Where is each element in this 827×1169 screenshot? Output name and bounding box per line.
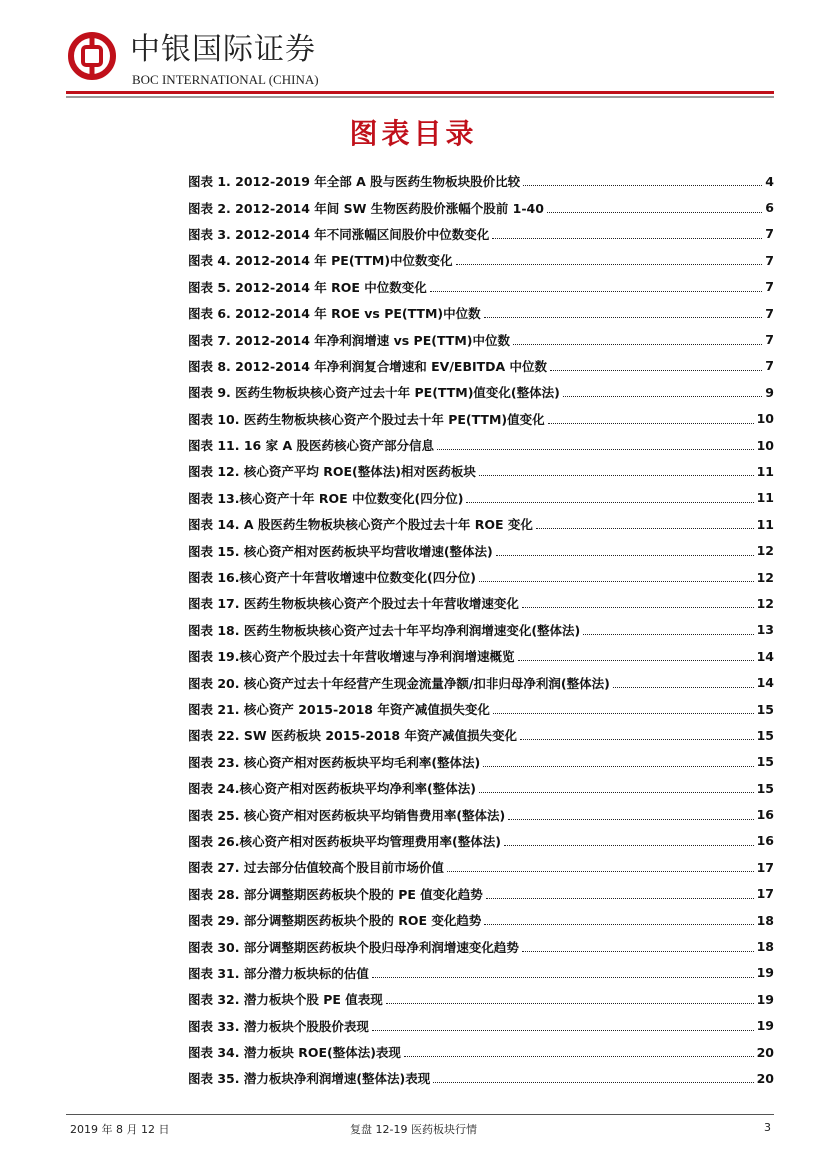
toc-dot-leader	[496, 554, 754, 556]
toc-entry[interactable]	[188, 247, 774, 273]
toc-entry-label: 图表 12. 核心资产平均 ROE(整体法)相对医药板块	[188, 464, 476, 480]
toc-entry-label: 图表 31. 部分潜力板块标的估值	[188, 965, 369, 981]
toc-entry[interactable]	[188, 537, 774, 563]
toc-entry-page: 7	[765, 226, 774, 242]
toc-entry-label: 图表 4. 2012-2014 年 PE(TTM)中位数变化	[188, 253, 453, 269]
toc-entry[interactable]	[188, 643, 774, 669]
toc-entry-page: 15	[756, 727, 774, 743]
toc-entry[interactable]	[188, 617, 774, 643]
toc-entry-label: 图表 24.核心资产相对医药板块平均净利率(整体法)	[188, 781, 476, 797]
toc-dot-leader	[548, 422, 754, 424]
toc-entry-page: 7	[765, 305, 774, 321]
toc-entry-label: 图表 29. 部分调整期医药板块个股的 ROE 变化趋势	[188, 913, 482, 929]
toc-entry[interactable]	[188, 960, 774, 986]
toc-entry-page: 10	[756, 437, 774, 453]
toc-entry-label: 图表 13.核心资产十年 ROE 中位数变化(四分位)	[188, 490, 464, 506]
toc-entry-page: 18	[756, 939, 774, 955]
toc-entry-page: 6	[765, 200, 774, 216]
toc-entry-page: 17	[756, 859, 774, 875]
toc-entry-label: 图表 7. 2012-2014 年净利润增速 vs PE(TTM)中位数	[188, 332, 510, 348]
toc-entry-label: 图表 16.核心资产十年营收增速中位数变化(四分位)	[188, 570, 476, 586]
toc-dot-leader	[372, 1029, 754, 1031]
toc-entry-label: 图表 22. SW 医药板块 2015-2018 年资产减值损失变化	[188, 728, 517, 744]
toc-entry[interactable]	[188, 801, 774, 827]
toc-entry-label: 图表 28. 部分调整期医药板块个股的 PE 值变化趋势	[188, 886, 483, 902]
toc-dot-leader	[479, 791, 754, 793]
toc-entry[interactable]	[188, 590, 774, 616]
toc-entry-page: 20	[756, 1044, 774, 1060]
toc-entry-label: 图表 23. 核心资产相对医药板块平均毛利率(整体法)	[188, 754, 481, 770]
toc-entry[interactable]	[188, 458, 774, 484]
toc-entry[interactable]	[188, 221, 774, 247]
footer-rule	[66, 1114, 774, 1115]
toc-entry[interactable]	[188, 881, 774, 907]
page-header	[0, 0, 827, 100]
toc-dot-leader	[372, 976, 754, 978]
toc-entry-page: 10	[756, 411, 774, 427]
toc-entry[interactable]	[188, 353, 774, 379]
toc-entry-page: 9	[765, 384, 774, 400]
toc-entry-label: 图表 1. 2012-2019 年全部 A 股与医药生物板块股价比较	[188, 174, 521, 190]
toc-entry-page: 16	[756, 807, 774, 823]
toc-entry-page: 19	[756, 965, 774, 981]
footer-title: 复盘 12-19 医药板块行情	[350, 1123, 477, 1136]
toc-entry-label: 图表 32. 潜力板块个股 PE 值表现	[188, 992, 383, 1008]
toc-entry-label: 图表 14. A 股医药生物板块核心资产个股过去十年 ROE 变化	[188, 517, 533, 533]
toc-dot-leader	[504, 844, 754, 846]
toc-entry-page: 7	[765, 279, 774, 295]
toc-entry-page: 7	[765, 332, 774, 348]
toc-entry[interactable]	[188, 696, 774, 722]
header-rule-gray	[66, 96, 774, 98]
toc-entry-page: 14	[756, 648, 774, 664]
toc-entry-page: 15	[756, 780, 774, 796]
toc-entry-page: 17	[756, 886, 774, 902]
toc-entry-label: 图表 19.核心资产个股过去十年营收增速与净利润增速概览	[188, 649, 515, 665]
toc-dot-leader	[433, 1081, 753, 1083]
toc-entry-label: 图表 21. 核心资产 2015-2018 年资产减值损失变化	[188, 702, 490, 717]
toc-entry-label: 图表 33. 潜力板块个股股价表现	[188, 1018, 369, 1034]
toc-entry-page: 4	[765, 173, 774, 189]
toc-dot-leader	[536, 527, 754, 529]
toc-entry[interactable]	[188, 1013, 774, 1039]
brand-name-cn: 中银国际证券	[130, 32, 316, 67]
brand-name-en: BOC INTERNATIONAL (CHINA)	[132, 72, 319, 87]
toc-entry-page: 14	[756, 675, 774, 691]
toc-entry-label: 图表 25. 核心资产相对医药板块平均销售费用率(整体法)	[188, 807, 506, 823]
toc-entry-label: 图表 10. 医药生物板块核心资产个股过去十年 PE(TTM)值变化	[188, 411, 545, 427]
figure-list	[188, 168, 774, 1092]
toc-entry-label: 图表 26.核心资产相对医药板块平均管理费用率(整体法)	[188, 833, 501, 849]
toc-dot-leader	[479, 580, 754, 582]
toc-entry-label: 图表 9. 医药生物板块核心资产过去十年 PE(TTM)值变化(整体法)	[188, 385, 560, 401]
toc-entry-label: 图表 17. 医药生物板块核心资产个股过去十年营收增速变化	[188, 596, 519, 612]
toc-dot-leader	[613, 686, 754, 688]
page-title: 图表目录	[349, 117, 478, 150]
toc-entry-page: 11	[756, 490, 774, 506]
toc-entry-page: 15	[756, 701, 774, 717]
toc-entry-label: 图表 18. 医药生物板块核心资产过去十年平均净利润增速变化(整体法)	[188, 622, 581, 638]
toc-entry[interactable]	[188, 669, 774, 695]
toc-dot-leader	[583, 633, 753, 635]
toc-entry-label: 图表 15. 核心资产相对医药板块平均营收增速(整体法)	[188, 543, 493, 559]
toc-dot-leader	[386, 1002, 754, 1004]
toc-entry-page: 11	[756, 463, 774, 479]
toc-entry-page: 12	[756, 595, 774, 611]
toc-dot-leader	[484, 316, 763, 318]
toc-dot-leader	[486, 897, 754, 899]
toc-dot-leader	[447, 870, 754, 872]
toc-entry-label: 图表 30. 部分调整期医药板块个股归母净利润增速变化趋势	[188, 939, 519, 955]
toc-entry[interactable]	[188, 274, 774, 300]
toc-entry-page: 12	[756, 543, 774, 559]
toc-dot-leader	[547, 211, 762, 213]
toc-entry[interactable]	[188, 300, 774, 326]
footer-date: 2019 年 8 月 12 日	[70, 1123, 170, 1136]
toc-entry-page: 19	[756, 991, 774, 1007]
toc-entry[interactable]	[188, 828, 774, 854]
toc-dot-leader	[523, 184, 762, 186]
toc-dot-leader	[437, 448, 754, 450]
toc-entry[interactable]	[188, 933, 774, 959]
toc-dot-leader	[484, 923, 753, 925]
toc-entry-page: 13	[756, 622, 774, 638]
toc-entry-label: 图表 35. 潜力板块净利润增速(整体法)表现	[188, 1071, 431, 1087]
toc-entry[interactable]	[188, 854, 774, 880]
toc-entry-page: 18	[756, 912, 774, 928]
boc-logo-icon	[68, 32, 116, 80]
toc-entry[interactable]	[188, 432, 774, 458]
toc-dot-leader	[508, 818, 753, 820]
toc-entry-page: 16	[756, 833, 774, 849]
toc-dot-leader	[518, 659, 754, 661]
toc-entry-label: 图表 2. 2012-2014 年间 SW 生物医药股价涨幅个股前 1-40	[188, 200, 544, 216]
toc-entry-label: 图表 8. 2012-2014 年净利润复合增速和 EV/EBITDA 中位数	[188, 358, 548, 374]
toc-dot-leader	[493, 712, 754, 714]
toc-dot-leader	[479, 474, 754, 476]
toc-entry-label: 图表 5. 2012-2014 年 ROE 中位数变化	[188, 279, 427, 295]
toc-dot-leader	[522, 606, 754, 608]
toc-dot-leader	[466, 501, 753, 503]
toc-entry-label: 图表 3. 2012-2014 年不同涨幅区间股价中位数变化	[188, 226, 490, 242]
toc-entry[interactable]	[188, 775, 774, 801]
toc-dot-leader	[563, 395, 762, 397]
toc-entry-page: 19	[756, 1018, 774, 1034]
toc-entry[interactable]	[188, 485, 774, 511]
toc-entry-page: 11	[756, 516, 774, 532]
toc-dot-leader	[513, 343, 762, 345]
toc-entry-page: 7	[765, 358, 774, 374]
toc-dot-leader	[522, 950, 754, 952]
toc-entry-page: 12	[756, 569, 774, 585]
toc-dot-leader	[456, 263, 763, 265]
toc-entry-page: 15	[756, 754, 774, 770]
toc-entry[interactable]	[188, 1039, 774, 1065]
toc-entry[interactable]	[188, 194, 774, 220]
toc-entry-label: 图表 27. 过去部分估值较高个股目前市场价值	[188, 860, 444, 876]
toc-dot-leader	[483, 765, 753, 767]
toc-entry[interactable]	[188, 749, 774, 775]
toc-entry[interactable]	[188, 511, 774, 537]
toc-entry[interactable]	[188, 722, 774, 748]
toc-dot-leader	[430, 290, 763, 292]
toc-entry-label: 图表 6. 2012-2014 年 ROE vs PE(TTM)中位数	[188, 306, 481, 322]
footer-page-number: 3	[764, 1121, 771, 1134]
toc-dot-leader	[404, 1055, 754, 1057]
toc-dot-leader	[492, 237, 762, 239]
toc-entry[interactable]	[188, 564, 774, 590]
toc-entry[interactable]	[188, 986, 774, 1012]
toc-entry[interactable]	[188, 406, 774, 432]
toc-entry[interactable]	[188, 1065, 774, 1091]
header-rule-red	[66, 91, 774, 94]
toc-dot-leader	[550, 369, 762, 371]
toc-entry-page: 7	[765, 252, 774, 268]
toc-entry-label: 图表 20. 核心资产过去十年经营产生现金流量净额/扣非归母净利润(整体法)	[188, 675, 610, 691]
toc-entry[interactable]	[188, 326, 774, 352]
toc-dot-leader	[520, 738, 754, 740]
toc-entry-page: 20	[756, 1070, 774, 1086]
toc-entry-label: 图表 11. 16 家 A 股医药核心资产部分信息	[188, 438, 434, 454]
toc-entry[interactable]	[188, 907, 774, 933]
toc-entry-label: 图表 34. 潜力板块 ROE(整体法)表现	[188, 1045, 401, 1061]
toc-entry[interactable]	[188, 379, 774, 405]
toc-entry[interactable]	[188, 168, 774, 194]
